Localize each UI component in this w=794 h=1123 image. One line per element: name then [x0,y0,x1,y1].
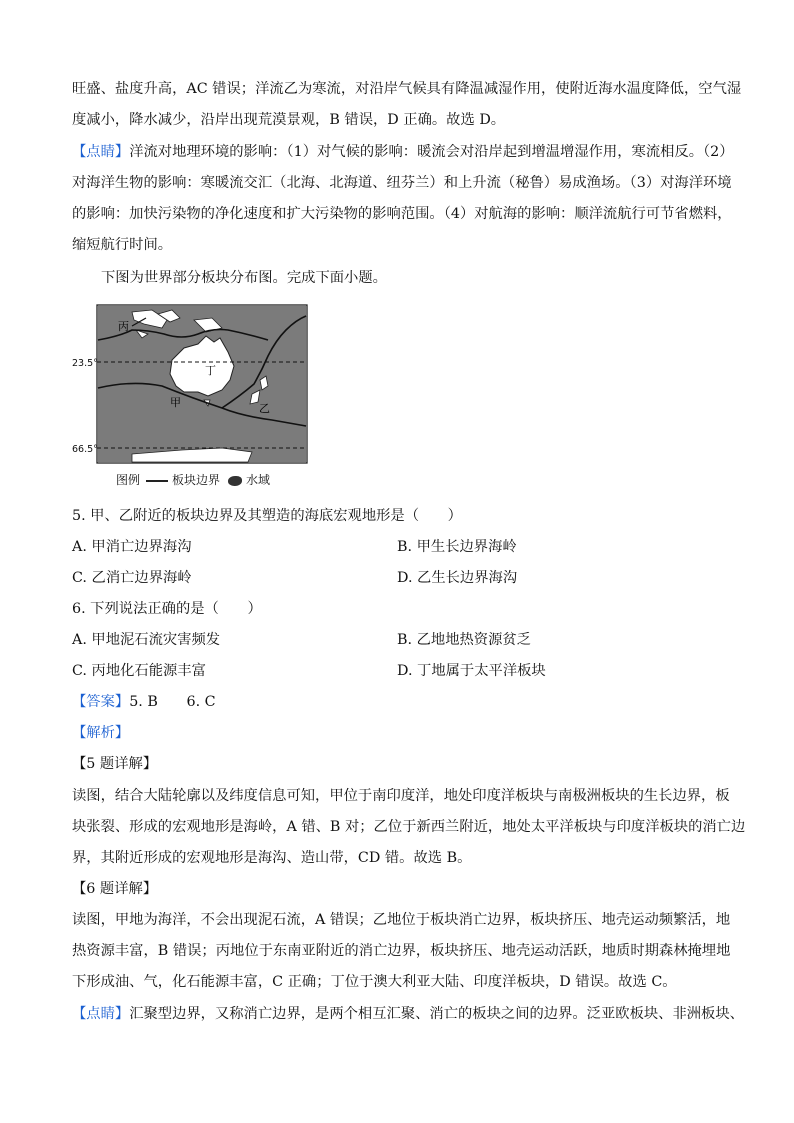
question-stem: 5. 甲、乙附近的板块边界及其塑造的海底宏观地形是（ ） [72,508,462,524]
question-stem: 6. 下列说法正确的是（ ） [72,601,262,617]
text-line: 度减小，降水减少，沿岸出现荒漠景观，B 错误，D 正确。故选 D。 [72,112,506,128]
plate-map-figure [72,300,332,492]
option-c: C. 乙消亡边界海岭 [72,570,192,586]
map-label-ding: 丁 [205,364,216,377]
latitude-label: 66.5° [72,444,98,455]
option-b: B. 甲生长边界海岭 [397,539,517,555]
text-line: 缩短航行时间。 [72,237,173,253]
question-intro: 下图为世界部分板块分布图。完成下面小题。 [101,270,387,286]
map-label-jia: 甲 [170,396,181,409]
map-label-yi: 乙 [259,402,270,415]
text-line [72,142,734,162]
option-c: C. 丙地化石能源丰富 [72,663,206,679]
legend-line-icon [146,480,168,482]
text-line: 旺盛、盐度升高，AC 错误；洋流乙为寒流，对沿岸气候具有降温减湿作用，使附近海水温度降低，空气湿 [72,81,742,97]
legend-water: 水域 [246,473,271,487]
map-legend [116,471,270,489]
plate-map [72,300,332,470]
analysis-tag: 【解析】 [72,725,130,741]
answer-text: 5. B 6. C [129,694,216,710]
text-line: 块张裂、形成的宏观地形是海岭，A 错、B 对；乙位于新西兰附近，地处太平洋板块与印度洋板块的消亡边 [72,819,746,835]
tip-tag: 【点睛】 [72,1006,130,1022]
option-d: D. 乙生长边界海沟 [397,570,518,586]
answer-tag: 【答案】 [72,694,130,710]
tip-text: 洋流对地理环境的影响：（1）对气候的影响：暖流会对沿岸起到增温增湿作用，寒流相反。（2） [129,144,734,160]
answer-line [72,692,216,712]
latitude-label: 23.5° [72,358,98,369]
text-line: 的影响：加快污染物的净化速度和扩大污染物的影响范围。（4）对航海的影响：顺洋流航行可节省燃料， [72,206,732,222]
tip-text: 汇聚型边界，又称消亡边界，是两个相互汇聚、消亡的板块之间的边界。泛亚欧板块、非洲板块、 [129,1006,744,1022]
text-line: 读图，甲地为海洋，不会出现泥石流，A 错误；乙地位于板块消亡边界，板块挤压、地壳运动频繁活，地 [72,912,731,928]
text-line: 热资源丰富，B 错误；丙地位于东南亚附近的消亡边界，板块挤压、地壳运动活跃，地质时期森林掩埋地 [72,943,731,959]
legend-title: 图例 [116,473,141,487]
map-label-bing: 丙 [118,320,129,333]
legend-boundary: 板块边界 [172,473,221,487]
option-b: B. 乙地地热资源贫乏 [397,632,531,648]
option-a: A. 甲消亡边界海沟 [72,539,192,555]
text-line: 下形成油、气，化石能源丰富，C 正确；丁位于澳大利亚大陆、印度洋板块，D 错误。故选 C。 [72,974,677,990]
text-line: 界，其附近形成的宏观地形是海沟、造山带，CD 错。故选 B。 [72,850,472,866]
text-line [72,1004,744,1024]
detail-title: 【6 题详解】 [72,881,158,897]
legend-water-icon [228,476,242,486]
text-line: 读图，结合大陆轮廓以及纬度信息可知，甲位于南印度洋，地处印度洋板块与南极洲板块的生长边界，板 [72,788,730,804]
tip-tag: 【点睛】 [72,144,130,160]
option-a: A. 甲地泥石流灾害频发 [72,632,221,648]
text-line: 对海洋生物的影响：寒暖流交汇（北海、北海道、纽芬兰）和上升流（秘鲁）易成渔场。（3）对海洋环境 [72,175,732,191]
detail-title: 【5 题详解】 [72,756,158,772]
option-d: D. 丁地属于太平洋板块 [397,663,546,679]
